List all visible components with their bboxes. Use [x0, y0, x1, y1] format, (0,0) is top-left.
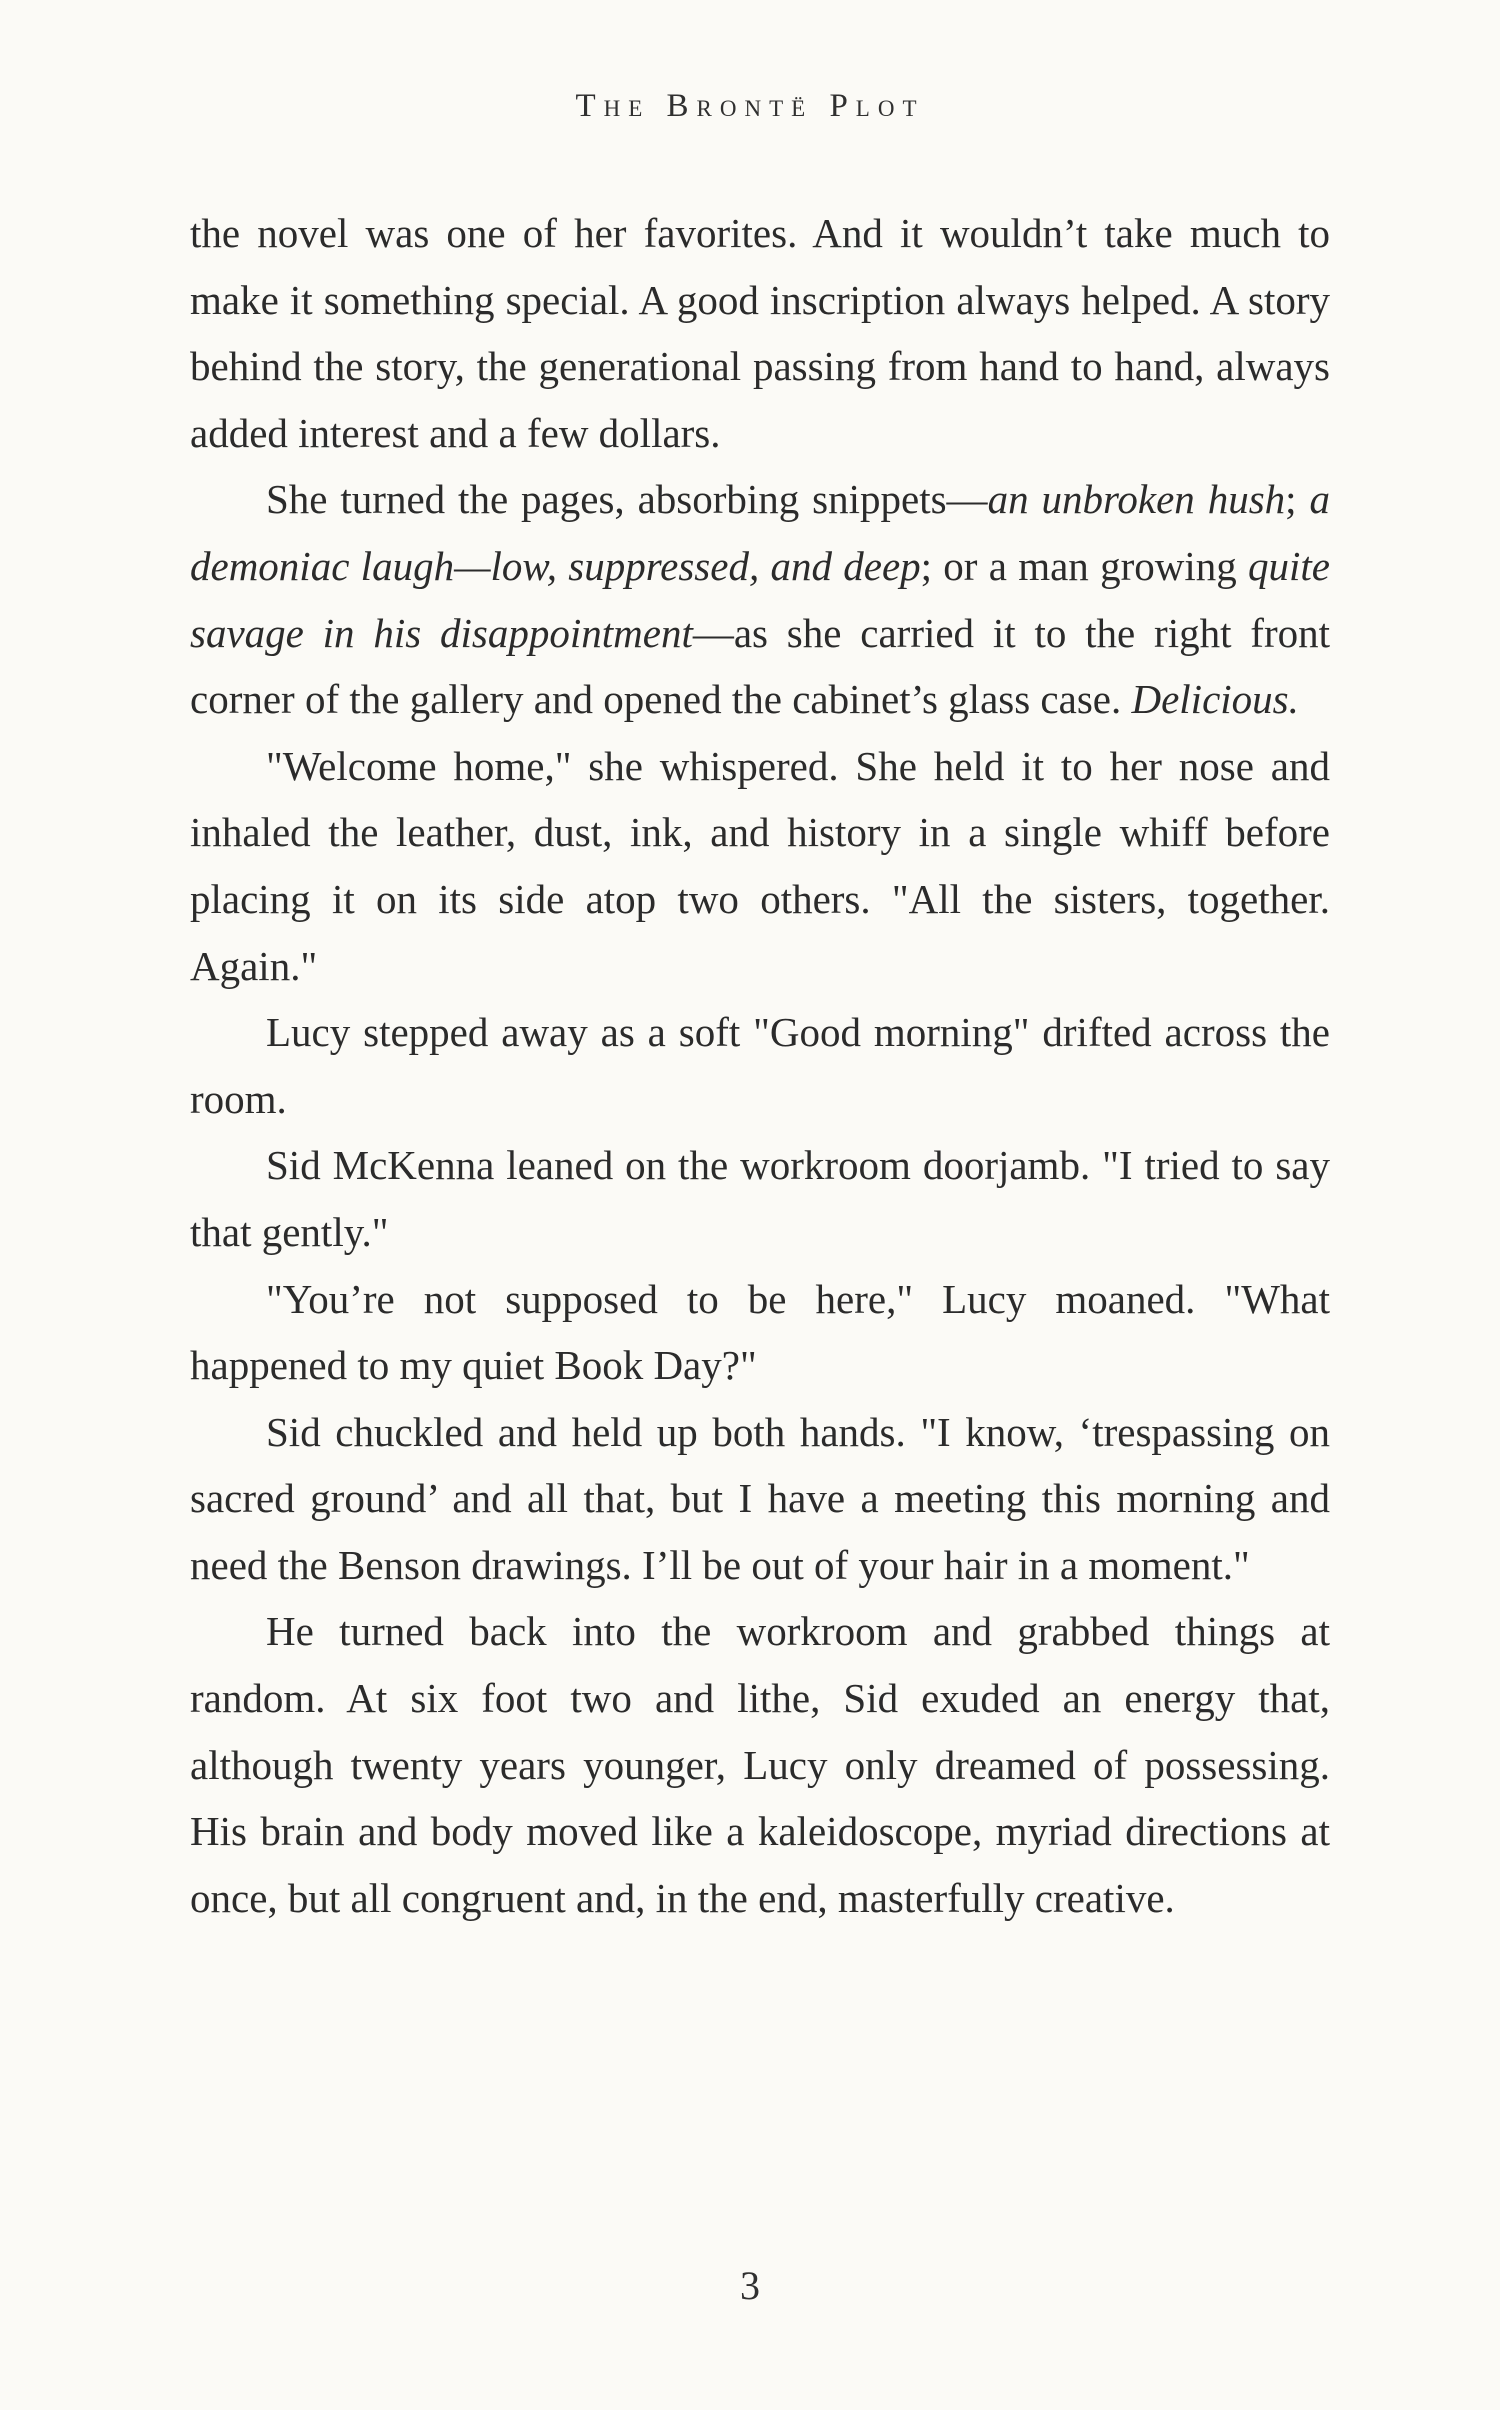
- paragraph-2-text-4: —as she carried it to the right front corner of the gallery and opened the cabinet’s glass case.: [190, 609, 1330, 723]
- paragraph-2: [190, 466, 1330, 732]
- paragraph-2-quote-1: an unbroken hush: [987, 476, 1286, 523]
- paragraph-2-quote-2: a demoniac laugh—low, suppressed, and deep: [190, 476, 1330, 589]
- paragraph-8: He turned back into the workroom and grabbed things at random. At six foot two and lithe, Sid exuded an energy that, although twenty years younger, Lucy only dreamed of possessing. His brain and body moved like a kaleidoscope, myriad directions at once, but all congruent and, in the end, masterfully creative.: [190, 1608, 1330, 1921]
- paragraph-5: Sid McKenna leaned on the workroom doorjamb. "I tried to say that gently.": [190, 1142, 1330, 1255]
- paragraph-1: the novel was one of her favorites. And it wouldn’t take much to make it something special. A good inscription always helped. A story behind the story, the generational passing from hand to hand, always added interest and a few dollars.: [190, 210, 1330, 456]
- paragraph-3: "Welcome home," she whispered. She held it to her nose and inhaled the leather, dust, ink, and history in a single whiff before placing it on its side atop two others. "All the sisters, together. Again.": [190, 742, 1330, 989]
- paragraph-2-text-2: ;: [1285, 476, 1310, 523]
- paragraph-6: "You’re not supposed to be here," Lucy moaned. "What happened to my quiet Book Day?": [190, 1275, 1330, 1389]
- paragraph-2-text-1: She turned the pages, absorbing snippets—: [266, 476, 988, 523]
- running-title: The Brontë Plot: [575, 88, 925, 124]
- paragraph-4: Lucy stepped away as a soft "Good morning" drifted across the room.: [190, 1009, 1330, 1122]
- paragraph-7: Sid chuckled and held up both hands. "I know, ‘trespassing on sacred ground’ and all that, but I have a meeting this morning and need the Benson drawings. I’ll be out of your hair in a moment.": [190, 1408, 1330, 1588]
- paragraph-2-quote-4: Delicious.: [1131, 676, 1299, 723]
- paragraph-2-quote-3: quite savage in his disappointment: [190, 542, 1330, 656]
- page-number: 3: [740, 2263, 760, 2308]
- body-text: [190, 200, 1330, 1931]
- paragraph-2-text-3: ; or a man growing: [920, 542, 1249, 589]
